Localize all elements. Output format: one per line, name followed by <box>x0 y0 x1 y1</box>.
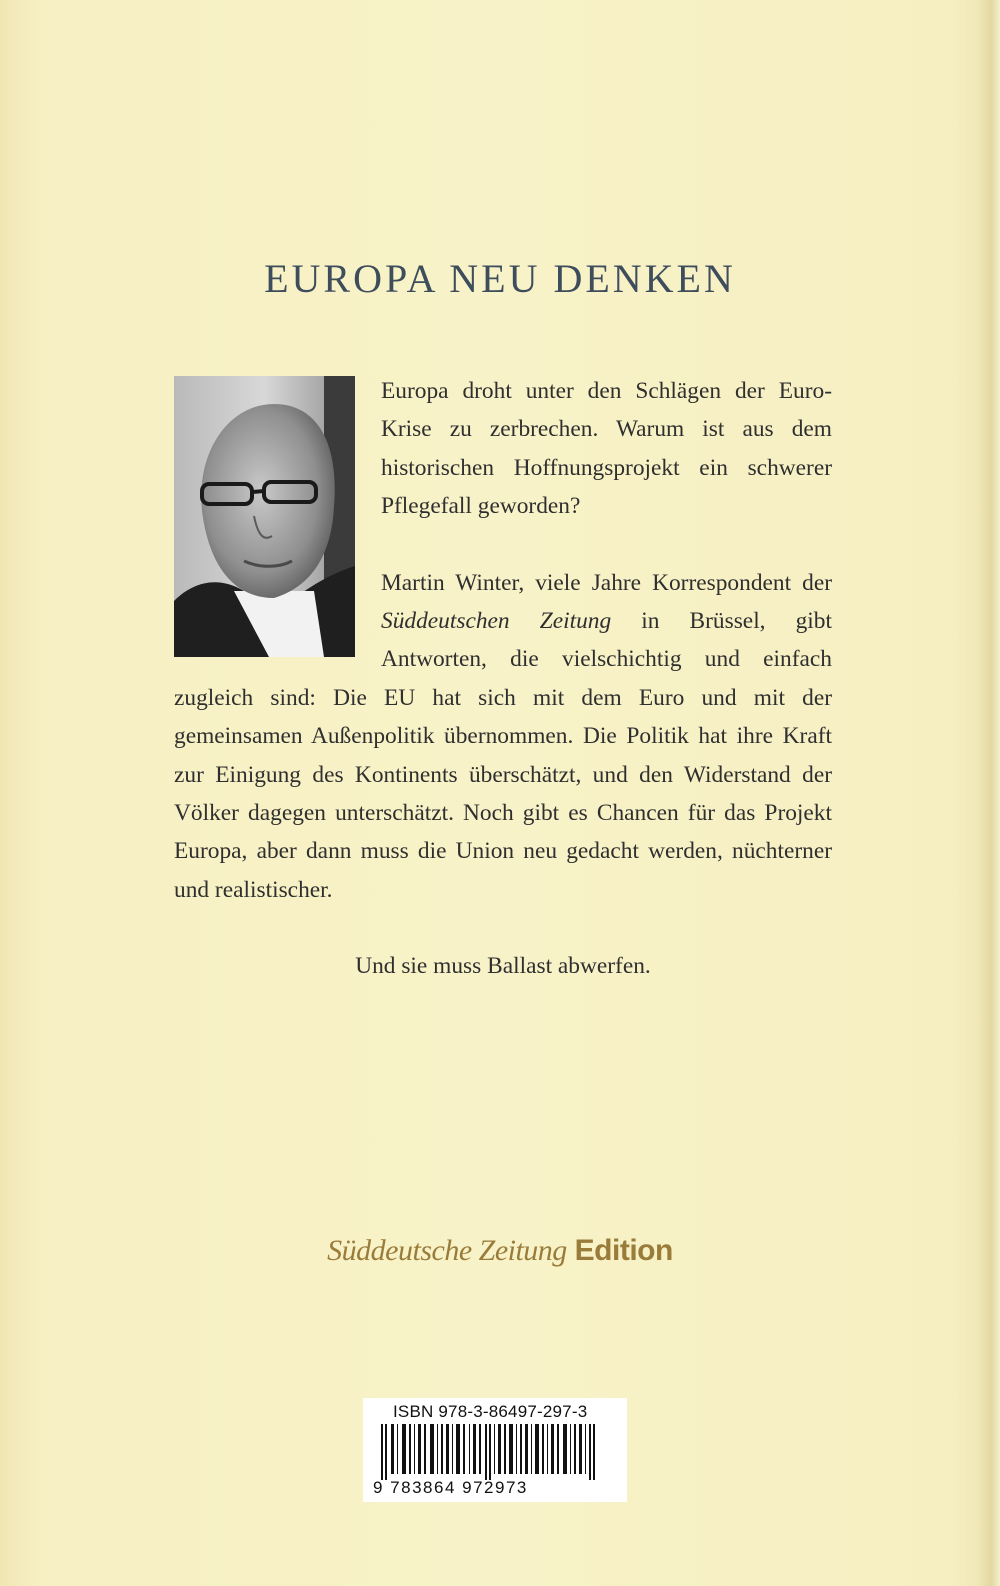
blurb-end: in Brüssel, gibt Antworten, die vielschichtig und einfach zugleich sind: Die EU hat sich mit dem Euro und mit der gemeinsamen Außenpolitik übernommen. Die Politik hat ihre Kraft zur Einigung des Kontinents überschätzt, und den Widerstand der Völker dagegen unterschätzt. Noch gibt es Chancen für das Projekt Europa, aber dann muss die Union neu gedacht werden, nüchterner und realistischer. <box>174 608 832 903</box>
blurb-start: Martin Winter, viele Jahre Korrespondent der <box>381 569 832 596</box>
ean-number: 9 783864 972973 <box>373 1478 528 1497</box>
cover-edge-shadow <box>978 0 1000 1586</box>
publisher-edition: Edition <box>574 1234 673 1267</box>
book-title: EUROPA NEU DENKEN <box>264 255 736 301</box>
photo-spacer <box>174 372 381 662</box>
isbn-barcode <box>363 1398 627 1502</box>
intro-paragraph: Europa droht unter den Schlägen der Euro-Krise zu zerbrechen. Warum ist aus dem historischen Hoffnungsprojekt ein schwerer Pflegefall geworden? <box>381 378 832 520</box>
barcode-bars <box>375 1424 615 1480</box>
publisher-brand: Süddeutsche Zeitung <box>327 1234 567 1267</box>
isbn-number: ISBN 978-3-86497-297-3 <box>393 1402 588 1421</box>
newspaper-name: Süddeutschen Zeitung <box>381 608 612 635</box>
blurb-last-line: Und sie muss Ballast abwerfen. <box>355 953 651 980</box>
publisher-logo <box>0 1234 1000 1268</box>
back-cover-text <box>174 372 832 986</box>
